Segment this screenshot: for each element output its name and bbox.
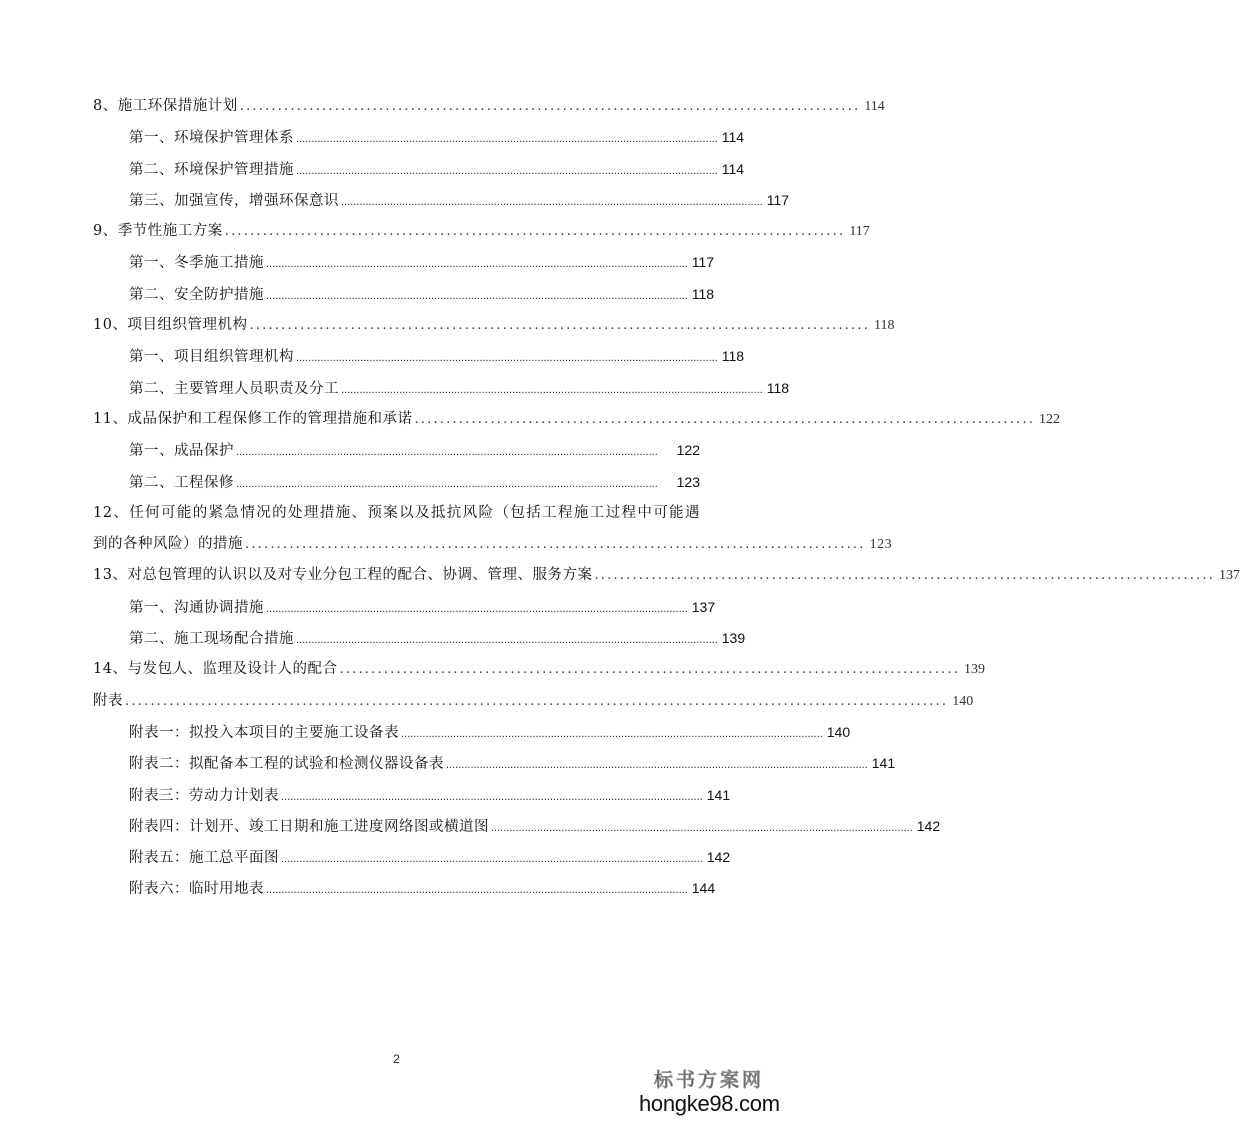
toc-subentry[interactable] [93, 748, 896, 779]
toc-entry-page: 141 [706, 786, 731, 803]
toc-entry-title: 14、与发包人、监理及设计人的配合 [93, 661, 338, 678]
toc-entry-title: 第二、工程保修 [129, 474, 234, 491]
toc-entry-page: 140 [952, 693, 974, 709]
toc-entry-title: 第二、环境保护管理措施 [129, 161, 294, 178]
toc-entry-title: 9、季节性施工方案 [93, 223, 223, 240]
dot-leader: .................................................................................................. [339, 662, 961, 678]
toc-subentry[interactable] [93, 780, 731, 811]
toc-entry-title: 附表五：施工总平面图 [129, 850, 279, 867]
toc-subentry[interactable] [93, 842, 731, 873]
toc-entry-title-line2: 到的各种风险）的措施 [93, 536, 243, 553]
dot-leader: .......................................................................................................................................... [401, 727, 823, 740]
toc-entry-page: 118 [691, 285, 715, 302]
dot-leader: .......................................................................................................................................... [266, 602, 688, 615]
dot-leader: .......................................................................................................................................... [296, 634, 718, 647]
toc-entry[interactable] [93, 560, 1240, 591]
toc-entry-title: 第三、加强宣传，增强环保意识 [129, 192, 339, 209]
dot-leader: .......................................................................................................................................... [341, 195, 763, 208]
dot-leader: .......................................................................................................................................... [446, 759, 868, 772]
toc-entry[interactable] [93, 310, 895, 341]
toc-entry-title: 第一、冬季施工措施 [129, 255, 264, 272]
toc-entry[interactable] [93, 404, 1061, 435]
toc-subentry[interactable] [93, 185, 790, 216]
toc-entry-wrapped[interactable] [93, 498, 893, 561]
dot-leader: .................................................................................................. [414, 411, 1036, 427]
toc-entry-page: 141 [871, 755, 896, 772]
dot-leader: .................................................................................................. [245, 537, 866, 553]
dot-leader: .................................................................................................. [249, 318, 871, 334]
toc-entry-page: 117 [766, 191, 790, 208]
toc-entry-title: 第二、主要管理人员职责及分工 [129, 380, 339, 397]
dot-leader: .......................................................................................................................................... [281, 853, 703, 866]
dot-leader: .......................................................................................................................................... [281, 790, 703, 803]
toc-subentry[interactable] [93, 341, 745, 372]
dot-leader: .......................................................................................................................................... [491, 821, 913, 834]
toc-entry-page: 114 [864, 99, 885, 114]
dot-leader: .......................................................................................................................................... [266, 289, 688, 302]
toc-subentry[interactable] [93, 279, 715, 310]
toc-entry-page: 144 [691, 880, 716, 897]
toc-entry-page: 142 [706, 849, 731, 866]
toc-subentry[interactable] [93, 811, 941, 842]
toc-entry-title: 附表四：计划开、竣工日期和施工进度网络图或横道图 [129, 818, 489, 835]
toc-subentry[interactable] [93, 467, 700, 498]
toc-entry[interactable] [93, 91, 885, 122]
toc-entry-page: 122 [676, 442, 700, 459]
dot-leader: .......................................................................................................................................... [296, 352, 718, 365]
dot-leader: .................................................................................................. [239, 99, 861, 114]
toc-entry[interactable] [93, 686, 974, 717]
toc-entry-page: 114 [721, 129, 745, 146]
toc-entry-title: 附表 [93, 692, 123, 709]
dot-leader: .......................................................................................................................................... [236, 446, 658, 459]
dot-leader: .......................................................................................................................................... [236, 477, 658, 490]
toc-entry-page: 139 [964, 662, 986, 678]
watermark-url: hongke98.com [639, 1091, 780, 1116]
dot-leader: .......................................................................................................................................... [266, 258, 688, 271]
toc-entry-page: 123 [869, 537, 893, 553]
toc-entry-page: 118 [874, 318, 895, 334]
toc-subentry[interactable] [93, 623, 746, 654]
dot-leader: .......................................................................................................................................... [341, 383, 763, 396]
page-number: 2 [393, 1052, 400, 1066]
toc-subentry[interactable] [93, 154, 745, 185]
toc-entry-title: 第二、安全防护措施 [129, 286, 264, 303]
toc-entry-title: 附表三：劳动力计划表 [129, 787, 279, 804]
dot-leader: .......................................................................................................................................... [296, 133, 718, 146]
toc-entry-page: 123 [676, 473, 700, 490]
toc-entry-title-line1: 12、任何可能的紧急情况的处理措施、预案以及抵抗风险（包括工程施工过程中可能遇 [93, 504, 700, 521]
toc-subentry[interactable] [93, 592, 716, 623]
watermark-brand: 标书方案网 [653, 1069, 764, 1091]
toc-entry-title: 13、对总包管理的认识以及对专业分包工程的配合、协调、管理、服务方案 [93, 567, 593, 584]
toc-entry-page: 122 [1039, 411, 1061, 427]
toc-entry-title: 第一、成品保护 [129, 443, 234, 460]
toc-entry-page: 118 [766, 379, 790, 396]
dot-leader: .......................................................................................................................................... [296, 164, 718, 177]
table-of-contents [93, 91, 1240, 905]
toc-entry-page: 137 [691, 598, 716, 615]
toc-entry-title: 附表六：临时用地表 [129, 881, 264, 898]
toc-entry-title: 10、项目组织管理机构 [93, 317, 248, 334]
toc-subentry[interactable] [93, 122, 745, 153]
dot-leader: .................................................................................................. [224, 224, 846, 240]
toc-entry-line2 [93, 529, 893, 560]
toc-entry[interactable] [93, 216, 870, 247]
dot-leader: .................................................................................................................................. [125, 693, 949, 709]
toc-entry-title: 11、成品保护和工程保修工作的管理措施和承诺 [93, 410, 413, 427]
toc-entry-title: 第二、施工现场配合措施 [129, 631, 294, 648]
toc-entry[interactable] [93, 654, 986, 685]
watermark-logo [639, 1069, 779, 1117]
toc-entry-title: 第一、沟通协调措施 [129, 599, 264, 616]
dot-leader: .......................................................................................................................................... [266, 884, 688, 897]
toc-subentry[interactable] [93, 717, 851, 748]
toc-entry-page: 117 [849, 224, 870, 240]
toc-entry-page: 142 [916, 817, 941, 834]
toc-entry-title: 附表一：拟投入本项目的主要施工设备表 [129, 724, 399, 741]
toc-entry-page: 118 [721, 348, 745, 365]
toc-entry-page: 139 [721, 630, 746, 647]
toc-entry-title: 附表二：拟配备本工程的试验和检测仪器设备表 [129, 756, 444, 773]
toc-subentry[interactable] [93, 247, 715, 278]
toc-entry-title: 8、施工环保措施计划 [93, 98, 238, 114]
toc-entry-title: 第一、环境保护管理体系 [129, 130, 294, 147]
toc-entry-page: 114 [721, 160, 745, 177]
toc-entry-page: 137 [1219, 568, 1240, 584]
toc-subentry[interactable] [93, 873, 716, 904]
toc-entry-title: 第一、项目组织管理机构 [129, 349, 294, 366]
toc-subentry[interactable] [93, 435, 700, 466]
toc-entry-page: 117 [691, 254, 715, 271]
toc-entry-page: 140 [826, 723, 851, 740]
toc-subentry[interactable] [93, 373, 790, 404]
dot-leader: .................................................................................................. [594, 568, 1216, 584]
